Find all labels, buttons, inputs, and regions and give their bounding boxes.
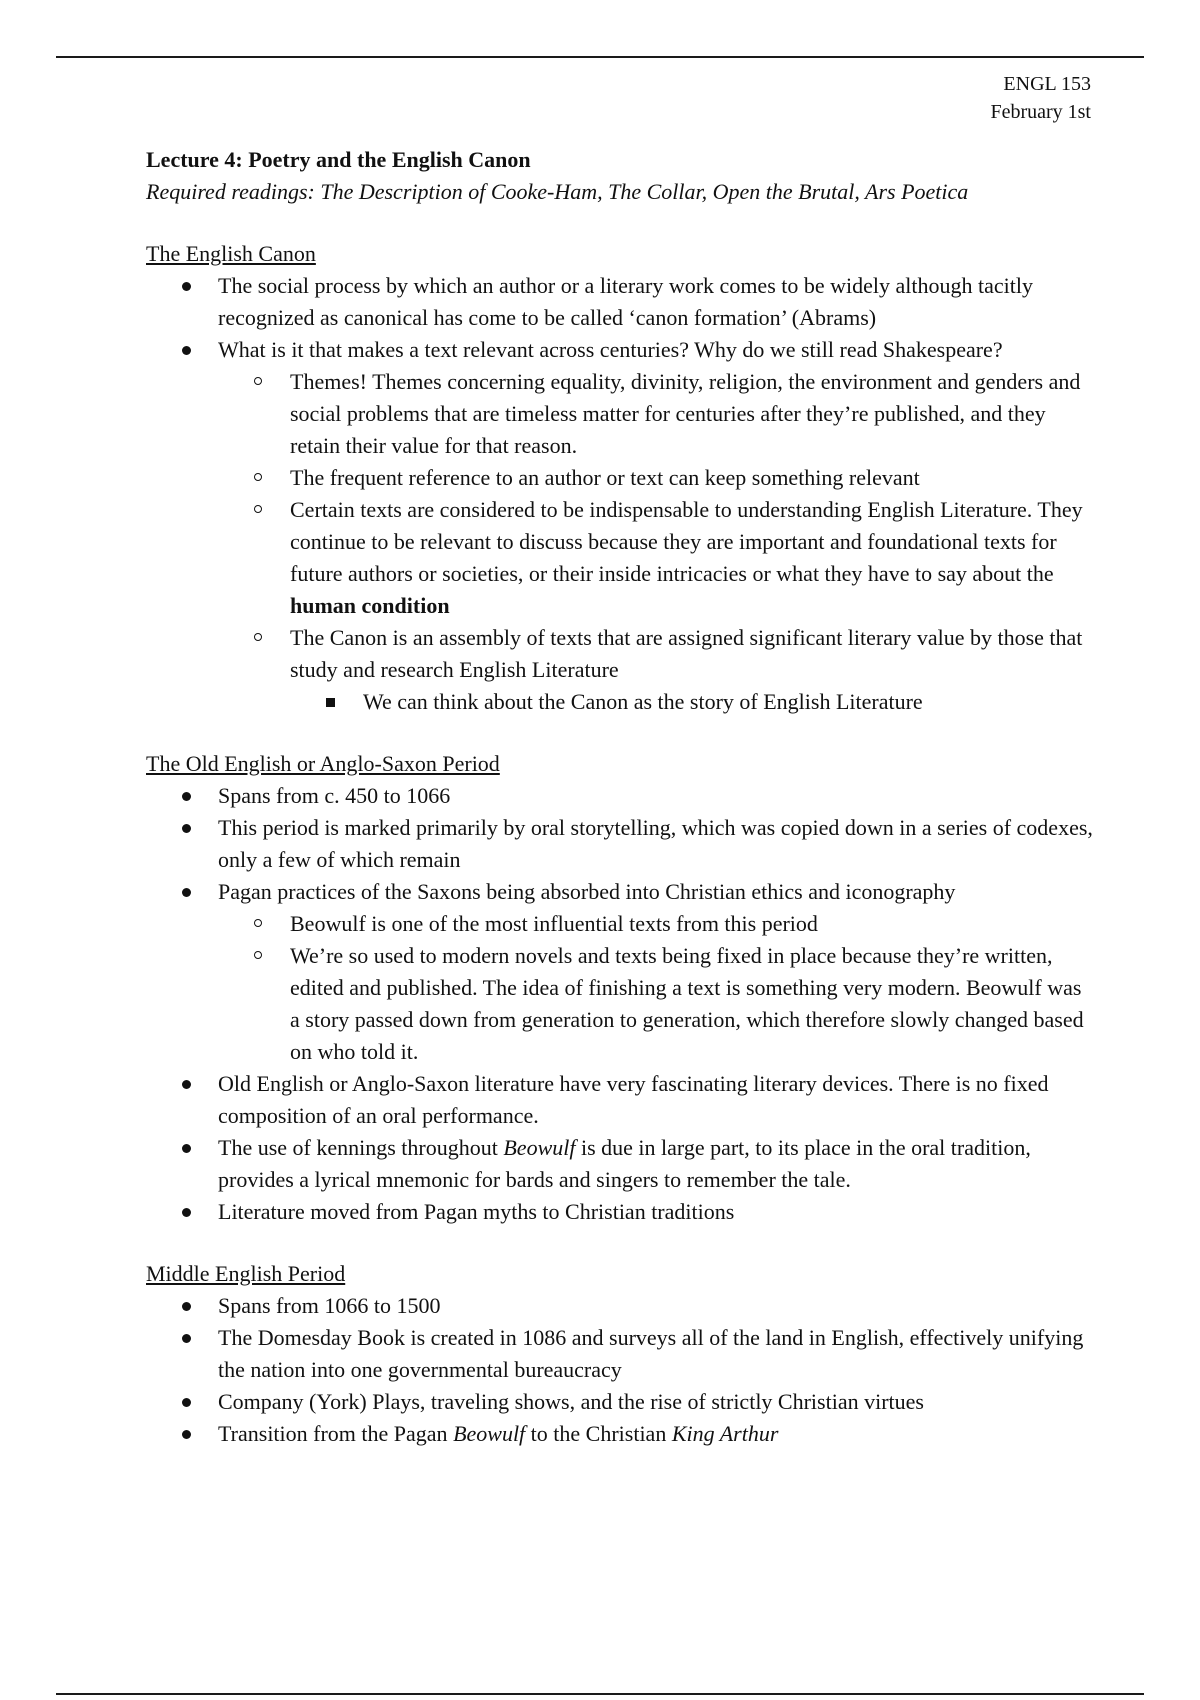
list-item (146, 780, 1096, 812)
old-english-subbullet-list (146, 908, 1096, 1068)
list-item-text: The frequent reference to an author or text can keep something relevant (290, 465, 920, 490)
list-item (146, 1322, 1096, 1386)
lecture-date: February 1st (990, 101, 1091, 123)
bullet-dot-icon (182, 1302, 191, 1311)
list-item (146, 812, 1096, 876)
list-item-text: The social process by which an author or a literary work comes to be widely although tacitly recognized as canonical has come to be called ‘canon formation’ (Abrams) (218, 273, 1033, 330)
bullet-circle-icon (254, 505, 262, 513)
bullet-dot-icon (182, 1398, 191, 1407)
bullet-dot-icon (182, 1080, 191, 1089)
middle-english-bullet-list (146, 1290, 1096, 1450)
bullet-dot-icon (182, 282, 191, 291)
sub-list-item (146, 494, 1096, 622)
canon-bullet-list (146, 270, 1096, 366)
sub-list-item (146, 940, 1096, 1068)
list-item-text: The Canon is an assembly of texts that are assigned significant literary value by those that study and research English Literature (290, 625, 1083, 682)
bullet-dot-icon (182, 792, 191, 801)
bullet-dot-icon (182, 888, 191, 897)
course-code: ENGL 153 (1003, 73, 1091, 95)
list-item (146, 1196, 1096, 1228)
list-item-text: Spans from c. 450 to 1066 (218, 783, 451, 808)
list-item (146, 270, 1096, 334)
sub-list-item (146, 366, 1096, 462)
header-meta (990, 70, 1091, 126)
section-heading-english-canon: The English Canon (146, 241, 316, 266)
list-item-text: Beowulf is one of the most influential texts from this period (290, 911, 818, 936)
list-item (146, 1132, 1096, 1196)
section-heading-old-english: The Old English or Anglo-Saxon Period (146, 751, 500, 776)
list-item (146, 1418, 1096, 1450)
document-body (146, 144, 1096, 1450)
bullet-circle-icon (254, 633, 262, 641)
list-item (146, 1386, 1096, 1418)
sub-list-item (146, 908, 1096, 940)
list-item-text: We’re so used to modern novels and texts being fixed in place because they’re written, edited and published. The idea of finishing a text is something very modern. Beowulf was a story passed down from generation to generation, which therefore slowly changed based on who told it. (290, 943, 1084, 1064)
old-english-bullet-list (146, 780, 1096, 908)
list-item-text: Literature moved from Pagan myths to Christian traditions (218, 1199, 735, 1224)
bullet-dot-icon (182, 1208, 191, 1217)
list-item (146, 876, 1096, 908)
canon-tertiary-list (146, 686, 1096, 718)
bullet-circle-icon (254, 473, 262, 481)
bullet-square-icon (326, 698, 335, 707)
bullet-dot-icon (182, 824, 191, 833)
bottom-rule (56, 1693, 1144, 1695)
required-readings: Required readings: The Description of Cooke-Ham, The Collar, Open the Brutal, Ars Poetica (146, 179, 969, 204)
canon-subbullet-list (146, 366, 1096, 686)
list-item-text: Spans from 1066 to 1500 (218, 1293, 441, 1318)
list-item-text: Themes! Themes concerning equality, divinity, religion, the environment and genders and social problems that are timeless matter for centuries after they’re published, and they retain their value for that reason. (290, 369, 1081, 458)
section-heading-middle-english: Middle English Period (146, 1261, 346, 1286)
bullet-dot-icon (182, 1334, 191, 1343)
list-item-text: The use of kennings throughout (218, 1135, 504, 1160)
list-item-text: to the Christian (525, 1421, 672, 1446)
bullet-dot-icon (182, 1430, 191, 1439)
bullet-dot-icon (182, 1144, 191, 1153)
sub-list-item (146, 462, 1096, 494)
list-item-text: We can think about the Canon as the story of English Literature (363, 689, 923, 714)
list-item-text: The Domesday Book is created in 1086 and surveys all of the land in English, effectively unifying the nation into one governmental bureaucracy (218, 1325, 1084, 1382)
italic-title: King Arthur (671, 1421, 779, 1446)
tertiary-list-item (146, 686, 1096, 718)
list-item (146, 334, 1096, 366)
italic-title: Beowulf (453, 1421, 526, 1446)
list-item-text: Certain texts are considered to be indispensable to understanding English Literature. They continue to be relevant to discuss because they are important and foundational texts for future authors or societies, or their inside intricacies or what they have to say about the (290, 497, 1083, 586)
bullet-circle-icon (254, 377, 262, 385)
list-item (146, 1290, 1096, 1322)
list-item-text: What is it that makes a text relevant across centuries? Why do we still read Shakespeare? (218, 337, 1003, 362)
bold-phrase: human condition (290, 593, 450, 618)
list-item-text: Company (York) Plays, traveling shows, and the rise of strictly Christian virtues (218, 1389, 924, 1414)
list-item-text: Old English or Anglo-Saxon literature have very fascinating literary devices. There is no fixed composition of an oral performance. (218, 1071, 1049, 1128)
list-item-text: This period is marked primarily by oral storytelling, which was copied down in a series of codexes, only a few of which remain (218, 815, 1093, 872)
top-rule (56, 56, 1144, 58)
bullet-dot-icon (182, 346, 191, 355)
bullet-circle-icon (254, 951, 262, 959)
list-item (146, 1068, 1096, 1132)
list-item-text: Pagan practices of the Saxons being absorbed into Christian ethics and iconography (218, 879, 956, 904)
old-english-bullet-list-continued (146, 1068, 1096, 1228)
italic-title: Beowulf (503, 1135, 576, 1160)
sub-list-item (146, 622, 1096, 686)
bullet-circle-icon (254, 919, 262, 927)
list-item-text: Transition from the Pagan (218, 1421, 454, 1446)
list-item-text: is due in large part, to its place in the oral tradition, provides a lyrical mnemonic for bards and singers to remember the tale. (218, 1135, 1031, 1192)
lecture-title: Lecture 4: Poetry and the English Canon (146, 147, 531, 172)
